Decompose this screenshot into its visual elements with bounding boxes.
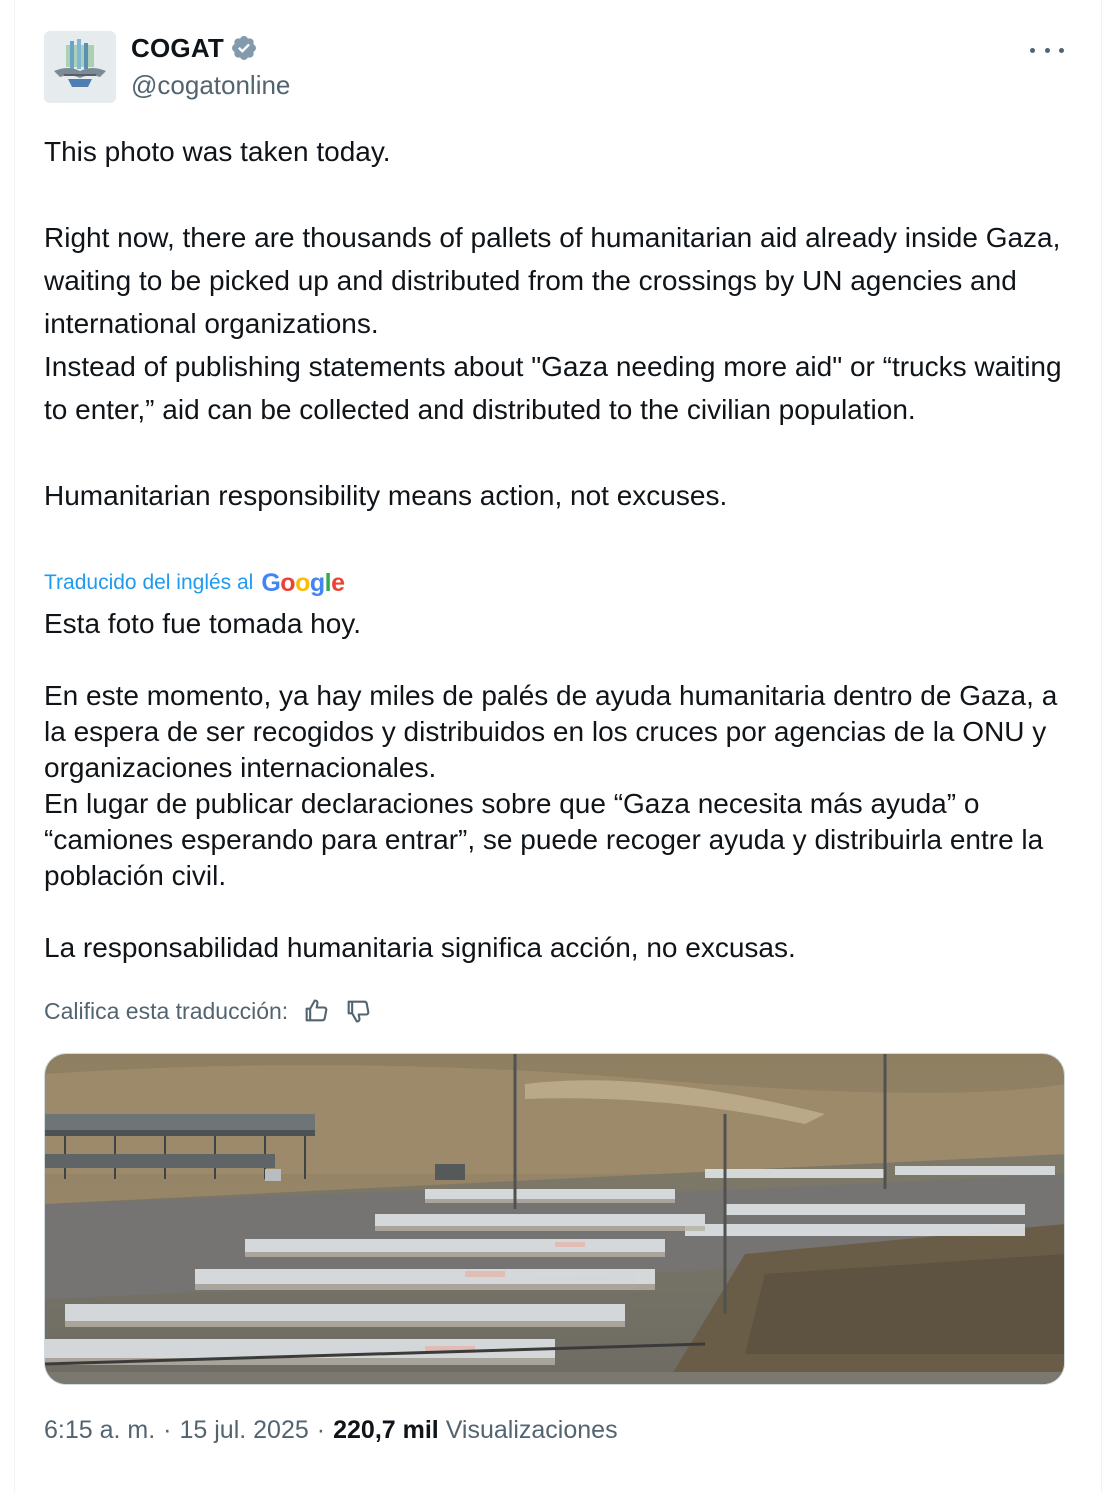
tweet-text-original: This photo was taken today. Right now, there are thousands of pallets of humanitarian aid already inside Gaza, waiting to be picked up and distributed from the crossings by UN agencies and international organizations. Instead of publishing statements about "Gaza needing more aid" or “trucks waiting to enter,” aid can be collected and distributed to the civilian population. Humanitarian responsibility means action, not excuses. [44, 136, 1062, 511]
more-dots-icon[interactable] [1030, 40, 1064, 60]
thumbs-down-icon[interactable] [344, 997, 372, 1025]
aid-pallets-photo [45, 1054, 1065, 1385]
thumbs-up-icon[interactable] [302, 997, 330, 1025]
cogat-logo-icon [44, 31, 116, 103]
meta-separator: · [316, 1416, 326, 1444]
verified-badge-icon[interactable] [230, 34, 258, 62]
tweet-time[interactable]: 6:15 a. m. [44, 1416, 156, 1444]
translated-by-label: Traducido del inglés al [44, 571, 254, 594]
rate-translation [44, 994, 372, 1028]
tweet-text-translated: Esta foto fue tomada hoy. En este momento, ya hay miles de palés de ayuda humanitaria dentro de Gaza, a la espera de ser recogidos y distribuidos en los cruces por agencias de la ONU y organizaciones internacionales. En lugar de publicar declaraciones sobre que “Gaza necesita más ayuda” o “camiones esperando para entrar”, se puede recoger ayuda y distribuirla entre la población civil. La responsabilidad humanitaria significa acción, no excusas. [44, 608, 1058, 963]
tweet-photo[interactable] [44, 1053, 1065, 1385]
author-avatar[interactable] [44, 31, 116, 103]
author-display-name[interactable]: COGAT [131, 32, 224, 63]
meta-separator: · [163, 1416, 172, 1444]
tweet-date[interactable]: 15 jul. 2025 [179, 1416, 309, 1444]
rate-translation-label: Califica esta traducción: [44, 997, 289, 1024]
translation-attribution[interactable] [44, 566, 345, 600]
google-logo: Google [261, 568, 345, 597]
tweet-meta [44, 1416, 618, 1445]
views-label: Visualizaciones [445, 1416, 618, 1444]
author-handle[interactable]: @cogatonline [131, 70, 291, 100]
views-count: 220,7 mil [333, 1416, 439, 1444]
